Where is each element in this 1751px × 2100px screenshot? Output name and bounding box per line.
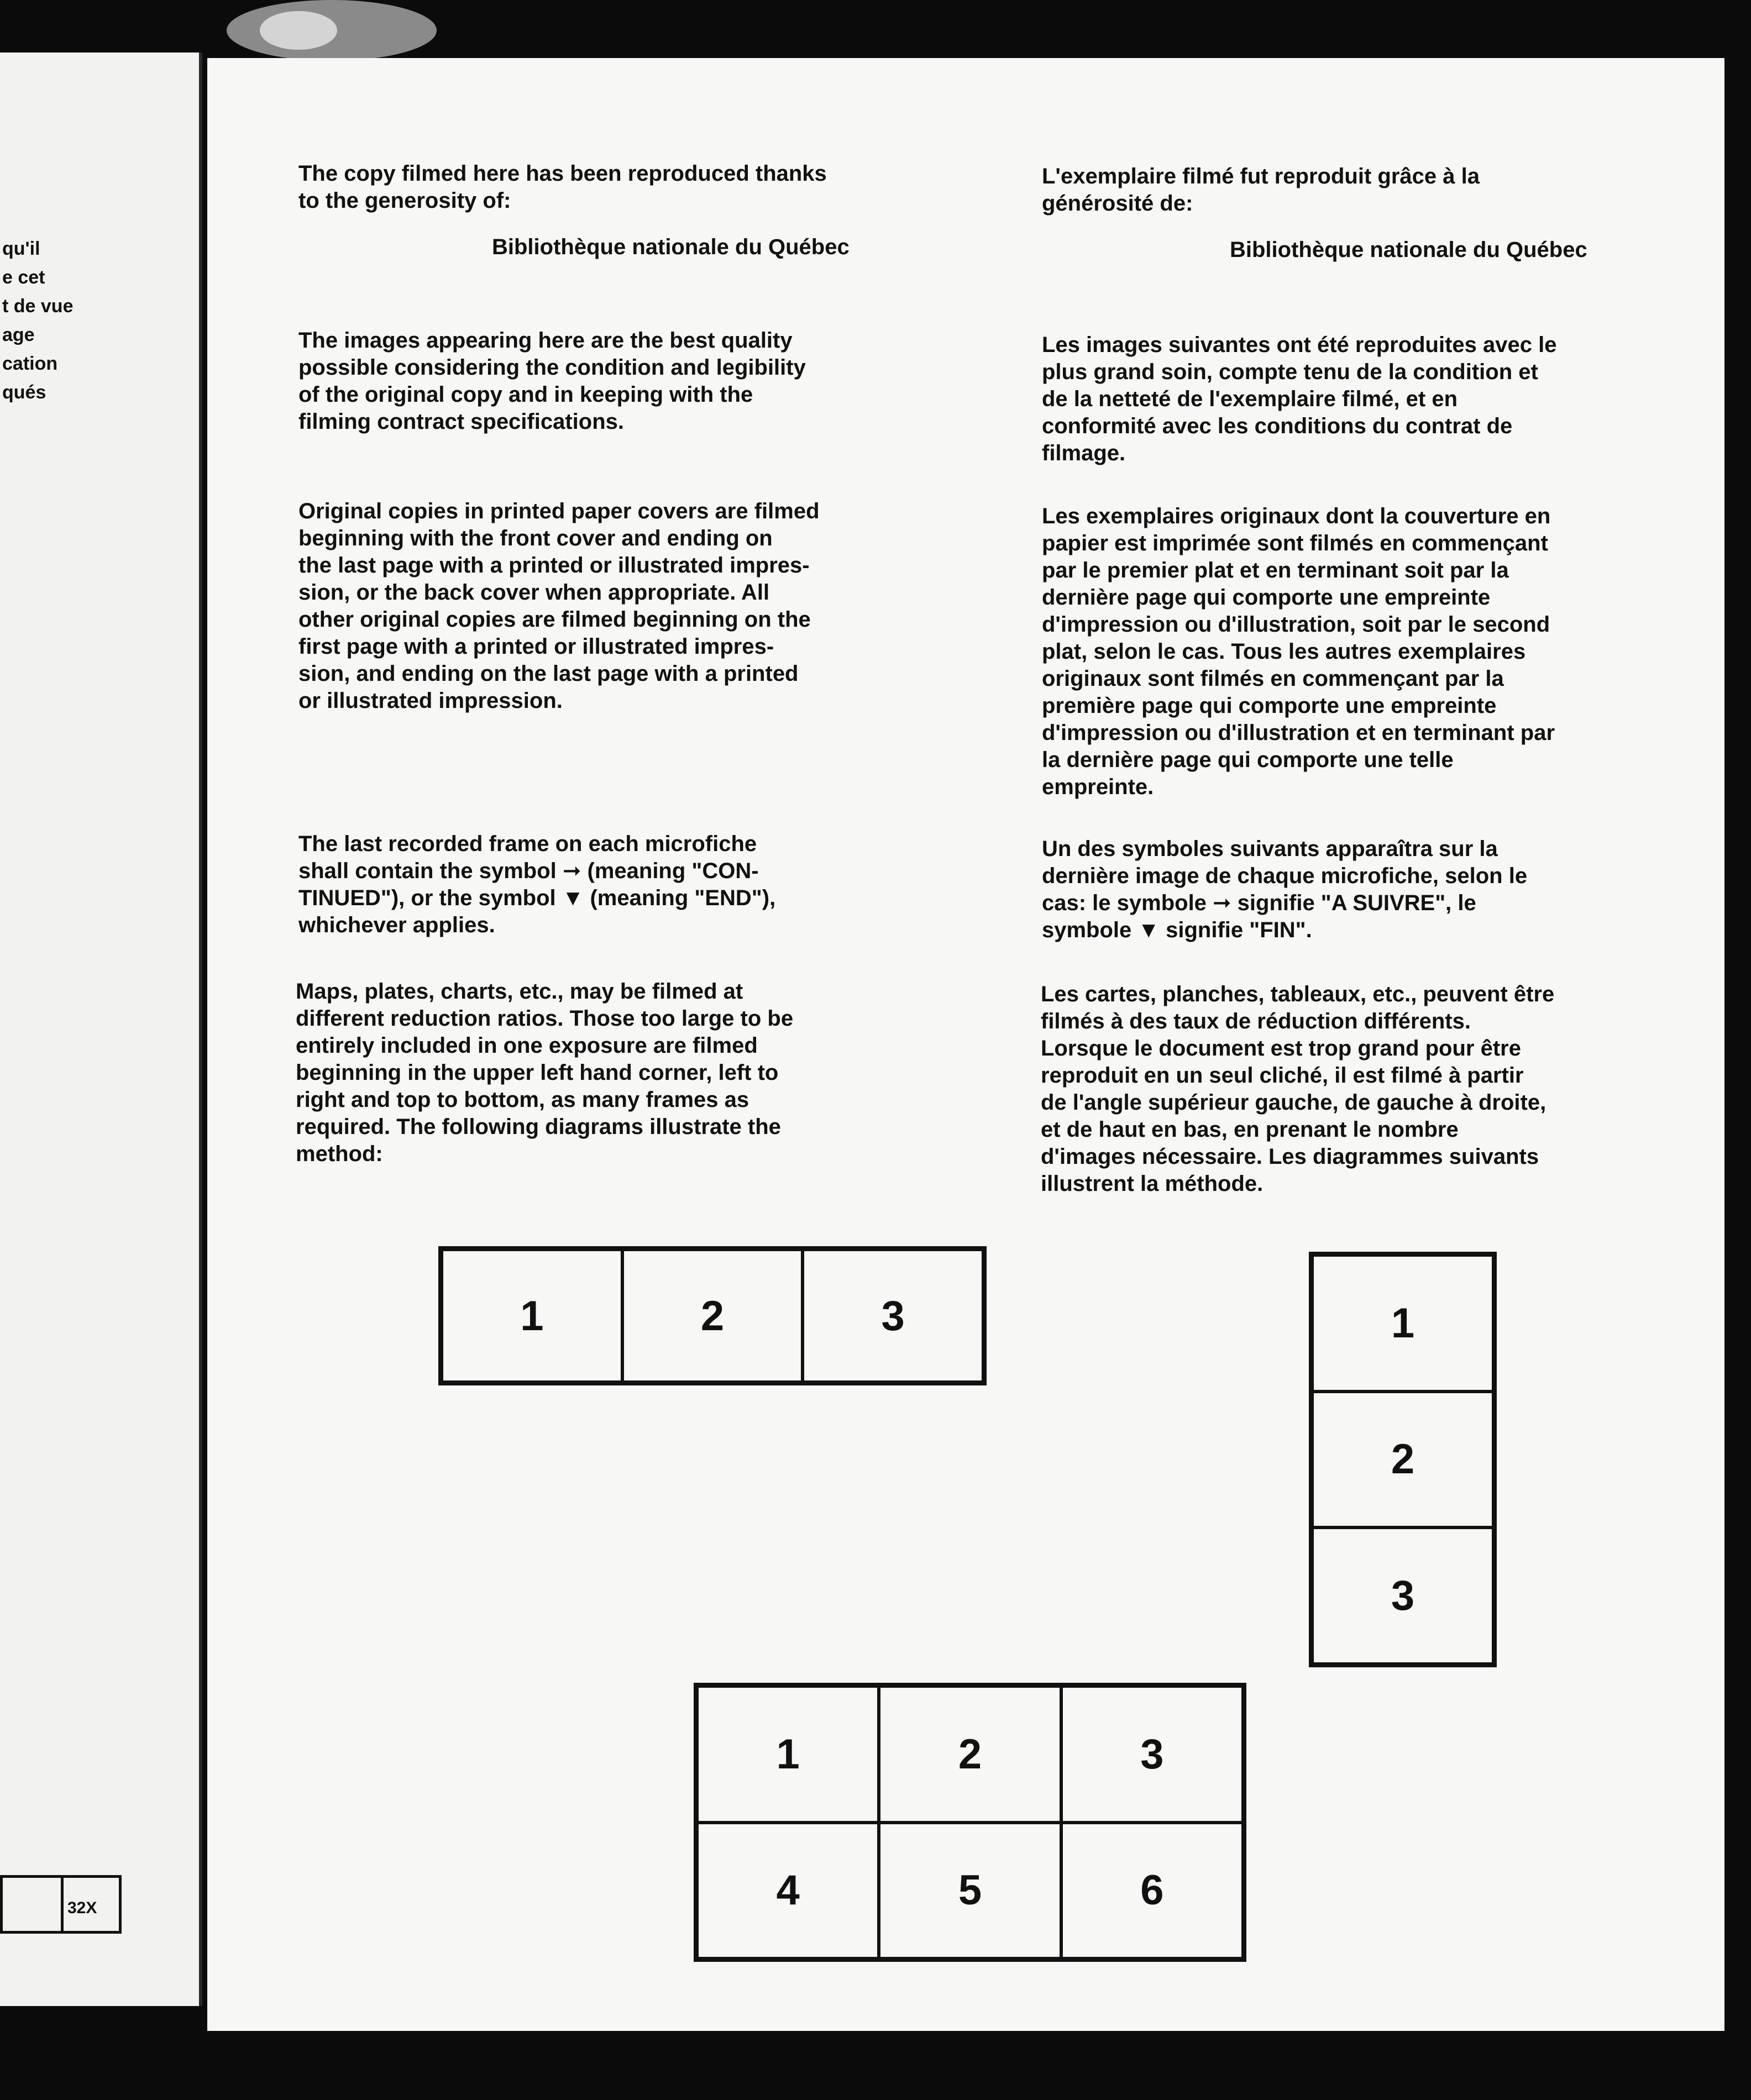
left-diagram-cell [0,1878,61,1931]
english-institution: Bibliothèque nationale du Québec [492,235,850,259]
frame-cell: 4 [697,1823,879,1959]
french-covers-paragraph: Les exemplaires originaux dont la couverture en papier est imprimée sont filmés en commençant par le premier plat et en terminant soit par la dernière page qui comporte une empreinte d'impression ou d'illustration, soit par le second plat, selon le cas. Tous les autres exemplaires originaux sont filmés en commençant par la première page qui comporte une empreinte d'impression ou d'illustration et en terminant par la dernière page qui comporte une telle empreinte. [1042,504,1555,799]
english-covers-paragraph: Original copies in printed paper covers are filmed beginning with the front cover and ending on the last page with a printed or illustrated impres- sion, or the back cover when appropriate. All other original copies are filmed beginning on the first page with a printed or illustrated impres- sion, and ending on the last page with a printed or illustrated impression. [298,499,820,713]
french-quality-paragraph: Les images suivantes ont été reproduites avec le plus grand soin, compte tenu de la condition et de la netteté de l'exemplaire filmé, et en conformité avec les conditions du contrat de filmage. [1042,333,1557,465]
frame-cell: 3 [1061,1686,1243,1823]
left-fragment-line: qués [2,382,46,403]
frame-cell: 6 [1061,1823,1243,1959]
english-symbols-paragraph: The last recorded frame on each microfiche shall contain the symbol ➞ (meaning "CON- TINUED"), or the symbol ▼ (meaning "END"), whichever applies. [298,832,776,937]
frame-cell: 2 [879,1686,1061,1823]
left-page-fragment [0,53,202,2006]
english-quality-paragraph: The images appearing here are the best quality possible considering the condition and legibility of the original copy and in keeping with the filming contract specifications. [298,328,806,434]
left-fragment-line: cation [2,353,58,374]
left-fragment-line: t de vue [2,296,74,317]
french-maps-paragraph: Les cartes, planches, tableaux, etc., peuvent être filmés à des taux de réduction différents. Lorsque le document est trop grand pour être reproduit en un seul cliché, il est filmé à partir de l'angle supérieur gauche, de gauche à droite, et de haut en bas, en prenant le nombre d'images nécessaire. Les diagrammes suivants illustrent la méthode. [1041,982,1555,1196]
diagram-horizontal-frames [438,1246,987,1385]
frame-cell: 1 [1312,1255,1493,1392]
english-maps-paragraph: Maps, plates, charts, etc., may be filmed at different reduction ratios. Those too large to be entirely included in one exposure are filmed beginning in the upper left hand corner, left to right and top to bottom, as many frames as required. The following diagrams illustrate the method: [296,979,794,1166]
french-intro: L'exemplaire filmé fut reproduit grâce à la générosité de: [1042,164,1480,216]
left-fragment-line: qu'il [2,238,40,259]
french-symbols-paragraph: Un des symboles suivants apparaîtra sur la dernière image de chaque microfiche, selon le cas: le symbole ➞ signifie "A SUIVRE", le symbole ▼ signifie "FIN". [1042,837,1528,942]
french-institution: Bibliothèque nationale du Québec [1230,238,1587,262]
diagram-grid-frames [694,1683,1246,1962]
left-diagram-fragment [0,1875,122,1934]
left-fragment-line: e cet [2,267,45,288]
diagram-vertical-frames [1309,1252,1497,1667]
dust-speck [260,11,337,50]
left-fragment-line: age [2,324,35,345]
frame-cell: 3 [803,1250,983,1382]
notice-page [207,58,1724,2031]
frame-cell: 3 [1312,1527,1493,1664]
frame-cell: 5 [879,1823,1061,1959]
english-intro: The copy filmed here has been reproduced thanks to the generosity of: [298,161,827,213]
frame-cell: 1 [697,1686,879,1823]
frame-cell: 2 [622,1250,803,1382]
frame-cell: 1 [442,1250,622,1382]
frame-cell: 2 [1312,1392,1493,1528]
reduction-ratio-footnote: 32X [67,1899,97,1917]
